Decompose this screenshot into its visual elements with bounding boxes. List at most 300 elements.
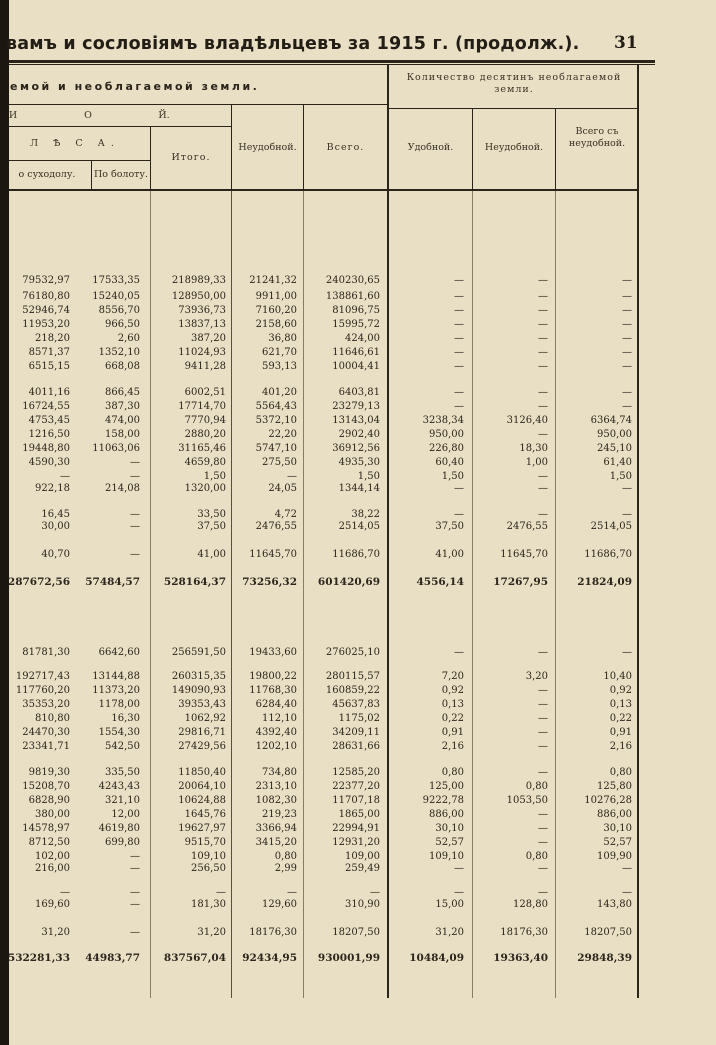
table-cell: 0,22 bbox=[609, 713, 632, 724]
table-cell: 3238,34 bbox=[422, 415, 464, 426]
sub-letter: О bbox=[84, 110, 92, 121]
table-cell: — bbox=[454, 361, 464, 372]
table-cell: 922,18 bbox=[35, 483, 70, 494]
table-cell: — bbox=[454, 887, 464, 898]
table-cell: — bbox=[538, 767, 548, 778]
table-cell: — bbox=[622, 863, 632, 874]
table-cell: 27429,56 bbox=[178, 741, 226, 752]
table-cell: — bbox=[130, 927, 140, 938]
table-cell: 5747,10 bbox=[255, 443, 297, 454]
table-cell: — bbox=[622, 647, 632, 658]
table-cell: — bbox=[622, 483, 632, 494]
table-cell: 12585,20 bbox=[332, 767, 380, 778]
table-cell: — bbox=[622, 387, 632, 398]
table-cell: 2902,40 bbox=[338, 429, 380, 440]
sub-letter: Й. bbox=[158, 110, 170, 121]
table-cell: 6642,60 bbox=[98, 647, 140, 658]
table-cell: 424,00 bbox=[345, 333, 380, 344]
table-cell: 4011,16 bbox=[28, 387, 70, 398]
table-cell: 6364,74 bbox=[590, 415, 632, 426]
table-cell: — bbox=[454, 387, 464, 398]
table-cell: 0,80 bbox=[274, 851, 297, 862]
table-cell: 10004,41 bbox=[332, 361, 380, 372]
table-cell: 1554,30 bbox=[98, 727, 140, 738]
table-cell: — bbox=[287, 471, 297, 482]
table-cell: 0,91 bbox=[441, 727, 464, 738]
table-cell: 10,40 bbox=[603, 671, 632, 682]
table-cell: 218,20 bbox=[35, 333, 70, 344]
table-cell: 260315,35 bbox=[171, 671, 226, 682]
table-cell: — bbox=[538, 347, 548, 358]
table-cell: — bbox=[130, 457, 140, 468]
table-cell: 3,20 bbox=[525, 671, 548, 682]
col-header-boloto: По болоту. bbox=[93, 169, 149, 180]
table-cell: 8571,37 bbox=[28, 347, 70, 358]
table-row bbox=[0, 898, 716, 911]
table-row bbox=[0, 670, 716, 683]
table-row bbox=[0, 360, 716, 373]
table-cell: 9411,28 bbox=[184, 361, 226, 372]
table-cell: 7,20 bbox=[441, 671, 464, 682]
table-row bbox=[0, 274, 716, 287]
table-cell: — bbox=[130, 471, 140, 482]
table-cell: — bbox=[538, 685, 548, 696]
table-row bbox=[0, 794, 716, 807]
table-row bbox=[0, 712, 716, 725]
table-cell: — bbox=[538, 863, 548, 874]
table-cell: 11686,70 bbox=[332, 549, 380, 560]
table-cell: — bbox=[622, 347, 632, 358]
table-cell: 15208,70 bbox=[22, 781, 70, 792]
table-cell: — bbox=[538, 809, 548, 820]
table-cell: 10484,09 bbox=[409, 952, 464, 964]
table-cell: 6002,51 bbox=[184, 387, 226, 398]
table-cell: — bbox=[370, 887, 380, 898]
table-cell: 1320,00 bbox=[184, 483, 226, 494]
table-cell: — bbox=[454, 319, 464, 330]
table-cell: 6284,40 bbox=[255, 699, 297, 710]
table-cell: — bbox=[130, 509, 140, 520]
table-cell: 2,16 bbox=[609, 741, 632, 752]
col-header-sukhodol: о суходолу. bbox=[18, 169, 76, 180]
table-cell: 0,22 bbox=[441, 713, 464, 724]
table-cell: 1645,76 bbox=[184, 809, 226, 820]
table-cell: 2880,20 bbox=[184, 429, 226, 440]
table-cell: 24470,30 bbox=[22, 727, 70, 738]
table-cell: 1062,92 bbox=[184, 713, 226, 724]
table-cell: 886,00 bbox=[429, 809, 464, 820]
col-header-vsego: Всего. bbox=[326, 142, 365, 153]
table-row bbox=[0, 646, 716, 659]
table-row bbox=[0, 386, 716, 399]
table-row bbox=[0, 482, 716, 495]
table-cell: 18,30 bbox=[519, 443, 548, 454]
table-cell: 109,10 bbox=[429, 851, 464, 862]
table-cell: 31165,46 bbox=[178, 443, 226, 454]
table-cell: 401,20 bbox=[262, 387, 297, 398]
table-cell: 23279,13 bbox=[332, 401, 380, 412]
table-cell: 3366,94 bbox=[255, 823, 297, 834]
table-cell: 2,60 bbox=[117, 333, 140, 344]
table-row bbox=[0, 726, 716, 739]
table-cell: 11063,06 bbox=[92, 443, 140, 454]
table-cell: 1175,02 bbox=[338, 713, 380, 724]
table-cell: 22377,20 bbox=[332, 781, 380, 792]
table-cell: — bbox=[454, 333, 464, 344]
table-cell: 380,00 bbox=[35, 809, 70, 820]
table-cell: 12,00 bbox=[111, 809, 140, 820]
table-cell: 11024,93 bbox=[178, 347, 226, 358]
table-cell: 214,08 bbox=[105, 483, 140, 494]
table-cell: 528164,37 bbox=[163, 576, 226, 588]
table-cell: 4590,30 bbox=[28, 457, 70, 468]
table-cell: 287672,56 bbox=[7, 576, 70, 588]
table-cell: — bbox=[454, 305, 464, 316]
table-cell: 79532,97 bbox=[22, 275, 70, 286]
table-cell: 23341,71 bbox=[22, 741, 70, 752]
table-cell: 73936,73 bbox=[178, 305, 226, 316]
table-cell: — bbox=[538, 837, 548, 848]
table-row bbox=[0, 576, 716, 589]
table-cell: 3126,40 bbox=[506, 415, 548, 426]
table-cell: 13837,13 bbox=[178, 319, 226, 330]
table-cell: 4935,30 bbox=[338, 457, 380, 468]
table-row bbox=[0, 698, 716, 711]
table-cell: 76180,80 bbox=[22, 291, 70, 302]
table-cell: 143,80 bbox=[597, 899, 632, 910]
table-cell: — bbox=[287, 887, 297, 898]
table-cell: 52,57 bbox=[603, 837, 632, 848]
table-cell: 0,92 bbox=[609, 685, 632, 696]
table-cell: — bbox=[622, 333, 632, 344]
table-cell: 11768,30 bbox=[249, 685, 297, 696]
table-cell: 22,20 bbox=[268, 429, 297, 440]
table-cell: — bbox=[538, 361, 548, 372]
table-cell: 0,92 bbox=[441, 685, 464, 696]
table-cell: 0,13 bbox=[441, 699, 464, 710]
table-cell: 11646,61 bbox=[332, 347, 380, 358]
table-cell: 4392,40 bbox=[255, 727, 297, 738]
table-row bbox=[0, 808, 716, 821]
table-cell: — bbox=[538, 713, 548, 724]
table-cell: 14578,97 bbox=[22, 823, 70, 834]
table-cell: 11953,20 bbox=[22, 319, 70, 330]
table-cell: 61,40 bbox=[603, 457, 632, 468]
table-cell: 16,30 bbox=[111, 713, 140, 724]
table-cell: 129,60 bbox=[262, 899, 297, 910]
table-cell: 109,90 bbox=[597, 851, 632, 862]
table-cell: — bbox=[622, 275, 632, 286]
table-cell: 2,16 bbox=[441, 741, 464, 752]
table-cell: 117760,20 bbox=[15, 685, 70, 696]
table-cell: 256591,50 bbox=[171, 647, 226, 658]
table-cell: 81781,30 bbox=[22, 647, 70, 658]
header-rule-3 bbox=[9, 160, 151, 161]
table-cell: — bbox=[538, 333, 548, 344]
col-header-vsego-s-neudobnoi: Всего съ неудобной. bbox=[568, 126, 626, 149]
table-cell: 125,00 bbox=[429, 781, 464, 792]
table-cell: — bbox=[130, 887, 140, 898]
table-row bbox=[0, 400, 716, 413]
top-rule bbox=[9, 60, 655, 63]
table-cell: 192717,43 bbox=[15, 671, 70, 682]
table-cell: 387,30 bbox=[105, 401, 140, 412]
table-cell: 216,00 bbox=[35, 863, 70, 874]
table-cell: 280115,57 bbox=[325, 671, 380, 682]
table-cell: 11850,40 bbox=[178, 767, 226, 778]
table-cell: — bbox=[130, 549, 140, 560]
table-cell: 38,22 bbox=[351, 509, 380, 520]
table-cell: 13143,04 bbox=[332, 415, 380, 426]
table-cell: 19363,40 bbox=[493, 952, 548, 964]
table-row bbox=[0, 548, 716, 561]
table-cell: — bbox=[454, 863, 464, 874]
table-cell: 3415,20 bbox=[255, 837, 297, 848]
table-cell: 19433,60 bbox=[249, 647, 297, 658]
table-cell: 18176,30 bbox=[249, 927, 297, 938]
table-cell: 37,50 bbox=[435, 521, 464, 532]
table-cell: 0,80 bbox=[525, 851, 548, 862]
table-cell: 866,45 bbox=[105, 387, 140, 398]
table-cell: 11707,18 bbox=[332, 795, 380, 806]
table-cell: 34209,11 bbox=[332, 727, 380, 738]
table-cell: 256,50 bbox=[191, 863, 226, 874]
table-cell: 20064,10 bbox=[178, 781, 226, 792]
table-cell: 31,20 bbox=[197, 927, 226, 938]
table-cell: — bbox=[538, 305, 548, 316]
table-cell: 92434,95 bbox=[242, 952, 297, 964]
table-cell: 52,57 bbox=[435, 837, 464, 848]
table-row bbox=[0, 926, 716, 939]
table-cell: 245,10 bbox=[597, 443, 632, 454]
table-cell: 15,00 bbox=[435, 899, 464, 910]
table-cell: 1,50 bbox=[203, 471, 226, 482]
table-cell: 9819,30 bbox=[28, 767, 70, 778]
table-cell: 125,80 bbox=[597, 781, 632, 792]
table-cell: 9911,00 bbox=[255, 291, 297, 302]
table-row bbox=[0, 442, 716, 455]
table-cell: 5564,43 bbox=[255, 401, 297, 412]
table-cell: 128,80 bbox=[513, 899, 548, 910]
table-cell: 15995,72 bbox=[332, 319, 380, 330]
table-cell: — bbox=[538, 887, 548, 898]
table-cell: 950,00 bbox=[429, 429, 464, 440]
table-cell: 8556,70 bbox=[98, 305, 140, 316]
table-cell: 2313,10 bbox=[255, 781, 297, 792]
table-cell: — bbox=[454, 275, 464, 286]
table-cell: 1082,30 bbox=[255, 795, 297, 806]
table-cell: 621,70 bbox=[262, 347, 297, 358]
table-cell: — bbox=[538, 401, 548, 412]
table-cell: 11373,20 bbox=[92, 685, 140, 696]
table-cell: 0,13 bbox=[609, 699, 632, 710]
table-cell: 310,90 bbox=[345, 899, 380, 910]
table-cell: 219,23 bbox=[262, 809, 297, 820]
table-cell: 15240,05 bbox=[92, 291, 140, 302]
table-cell: — bbox=[622, 291, 632, 302]
table-cell: 24,05 bbox=[268, 483, 297, 494]
table-cell: 10276,28 bbox=[584, 795, 632, 806]
table-cell: 169,60 bbox=[35, 899, 70, 910]
table-cell: 240230,65 bbox=[325, 275, 380, 286]
group-header-right: Количество десятинъ необлагаемой земли. bbox=[406, 72, 622, 95]
table-row bbox=[0, 428, 716, 441]
table-cell: — bbox=[538, 741, 548, 752]
col-header-neudobnoi-2: Неудобной. bbox=[484, 142, 544, 153]
table-cell: 837567,04 bbox=[163, 952, 226, 964]
table-row bbox=[0, 332, 716, 345]
table-cell: — bbox=[454, 647, 464, 658]
col-header-neudobnoi: Неудобной. bbox=[238, 142, 297, 153]
table-cell: — bbox=[60, 887, 70, 898]
table-cell: — bbox=[538, 483, 548, 494]
table-cell: — bbox=[538, 699, 548, 710]
table-cell: 810,80 bbox=[35, 713, 70, 724]
table-cell: 1178,00 bbox=[98, 699, 140, 710]
table-row bbox=[0, 318, 716, 331]
table-cell: 1,50 bbox=[357, 471, 380, 482]
header-rule-2 bbox=[9, 126, 231, 127]
table-cell: 29816,71 bbox=[178, 727, 226, 738]
table-row bbox=[0, 740, 716, 753]
page-number: 31 bbox=[614, 33, 638, 53]
table-cell: — bbox=[622, 319, 632, 330]
table-cell: 17267,95 bbox=[493, 576, 548, 588]
header-bottom-rule bbox=[9, 189, 639, 191]
table-cell: 1,50 bbox=[441, 471, 464, 482]
table-row bbox=[0, 304, 716, 317]
table-cell: 2476,55 bbox=[506, 521, 548, 532]
table-cell: 0,80 bbox=[525, 781, 548, 792]
table-cell: — bbox=[130, 899, 140, 910]
table-cell: 0,80 bbox=[441, 767, 464, 778]
table-cell: 17533,35 bbox=[92, 275, 140, 286]
table-cell: — bbox=[454, 509, 464, 520]
table-cell: 18176,30 bbox=[500, 927, 548, 938]
header-rule-1 bbox=[9, 104, 387, 105]
table-row bbox=[0, 836, 716, 849]
table-cell: 37,50 bbox=[197, 521, 226, 532]
table-cell: 4,72 bbox=[274, 509, 297, 520]
table-cell: 966,50 bbox=[105, 319, 140, 330]
table-cell: 52946,74 bbox=[22, 305, 70, 316]
col-header-itogo: Итого. bbox=[171, 152, 211, 163]
table-cell: 160859,22 bbox=[325, 685, 380, 696]
table-cell: 11686,70 bbox=[584, 549, 632, 560]
table-cell: 81096,75 bbox=[332, 305, 380, 316]
table-cell: 4556,14 bbox=[416, 576, 464, 588]
table-cell: 10624,88 bbox=[178, 795, 226, 806]
lesa-header: Л Ѣ С А. bbox=[30, 138, 120, 149]
table-cell: — bbox=[622, 887, 632, 898]
table-cell: — bbox=[454, 347, 464, 358]
table-cell: 57484,57 bbox=[85, 576, 140, 588]
table-cell: — bbox=[454, 401, 464, 412]
table-cell: — bbox=[622, 361, 632, 372]
table-cell: — bbox=[60, 471, 70, 482]
table-cell: 11645,70 bbox=[500, 549, 548, 560]
table-cell: 149090,93 bbox=[171, 685, 226, 696]
table-cell: 36912,56 bbox=[332, 443, 380, 454]
table-cell: — bbox=[454, 291, 464, 302]
table-cell: 2476,55 bbox=[255, 521, 297, 532]
table-cell: 39353,43 bbox=[178, 699, 226, 710]
table-cell: — bbox=[538, 429, 548, 440]
table-cell: 16,45 bbox=[41, 509, 70, 520]
table-cell: 9222,78 bbox=[422, 795, 464, 806]
table-cell: — bbox=[454, 483, 464, 494]
table-cell: — bbox=[130, 863, 140, 874]
table-cell: 13144,88 bbox=[92, 671, 140, 682]
table-cell: 2,99 bbox=[274, 863, 297, 874]
table-cell: 950,00 bbox=[597, 429, 632, 440]
table-cell: 1,50 bbox=[609, 471, 632, 482]
table-cell: — bbox=[538, 275, 548, 286]
table-cell: 19627,97 bbox=[178, 823, 226, 834]
table-cell: 6828,90 bbox=[28, 795, 70, 806]
table-cell: 226,80 bbox=[429, 443, 464, 454]
table-cell: 4659,80 bbox=[184, 457, 226, 468]
table-cell: 668,08 bbox=[105, 361, 140, 372]
table-cell: 6515,15 bbox=[28, 361, 70, 372]
table-row bbox=[0, 822, 716, 835]
table-cell: 33,50 bbox=[197, 509, 226, 520]
table-row bbox=[0, 912, 716, 925]
table-cell: 532281,33 bbox=[7, 952, 70, 964]
table-cell: 2514,05 bbox=[590, 521, 632, 532]
table-cell: 4243,43 bbox=[98, 781, 140, 792]
table-cell: 41,00 bbox=[435, 549, 464, 560]
table-cell: 11645,70 bbox=[249, 549, 297, 560]
table-cell: — bbox=[538, 319, 548, 330]
table-cell: 30,10 bbox=[435, 823, 464, 834]
table-cell: 5372,10 bbox=[255, 415, 297, 426]
table-cell: 321,10 bbox=[105, 795, 140, 806]
group-header-left: емой и необлагаемой земли. bbox=[10, 80, 260, 93]
page-title: вамъ и сословіямъ владѣльцевъ за 1915 г. (продолж.). bbox=[6, 34, 580, 54]
table-cell: 18207,50 bbox=[332, 927, 380, 938]
table-cell: 16724,55 bbox=[22, 401, 70, 412]
table-cell: 36,80 bbox=[268, 333, 297, 344]
table-row bbox=[0, 766, 716, 779]
table-row bbox=[0, 562, 716, 575]
table-cell: 29848,39 bbox=[577, 952, 632, 964]
table-cell: 12931,20 bbox=[332, 837, 380, 848]
table-cell: 387,20 bbox=[191, 333, 226, 344]
table-cell: 1352,10 bbox=[98, 347, 140, 358]
table-cell: 158,00 bbox=[105, 429, 140, 440]
table-cell: 4753,45 bbox=[28, 415, 70, 426]
table-cell: 35353,20 bbox=[22, 699, 70, 710]
table-row bbox=[0, 346, 716, 359]
table-cell: 1865,00 bbox=[338, 809, 380, 820]
table-cell: — bbox=[216, 887, 226, 898]
table-cell: 31,20 bbox=[435, 927, 464, 938]
table-cell: 17714,70 bbox=[178, 401, 226, 412]
table-cell: 19800,22 bbox=[249, 671, 297, 682]
table-cell: 128950,00 bbox=[171, 291, 226, 302]
column-divider bbox=[555, 108, 556, 190]
table-cell: — bbox=[622, 305, 632, 316]
table-row bbox=[0, 862, 716, 875]
table-cell: 0,80 bbox=[609, 767, 632, 778]
table-row bbox=[0, 290, 716, 303]
table-cell: 886,00 bbox=[597, 809, 632, 820]
col-header-udobnoi: Удобной. bbox=[407, 142, 454, 153]
table-cell: — bbox=[538, 727, 548, 738]
table-cell: 259,49 bbox=[345, 863, 380, 874]
table-cell: 1202,10 bbox=[255, 741, 297, 752]
